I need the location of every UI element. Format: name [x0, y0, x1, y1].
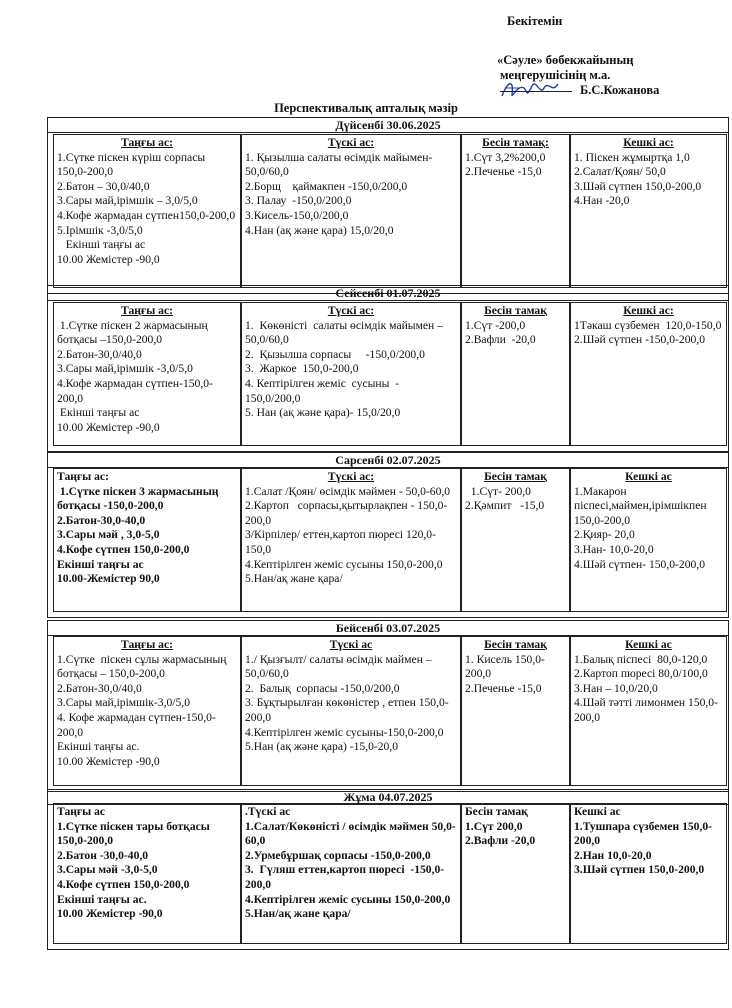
menu-item: 2.Батон – 30,0/40,0	[57, 179, 150, 193]
meal-heading: Түскі ас:	[327, 304, 375, 317]
menu-item: 2.Шәй сүтпен -150,0-200,0	[574, 333, 705, 347]
menu-item: 1./ Қызғылт/ салаты өсімдік маймен – 50,0/60,0	[245, 652, 435, 681]
menu-item: 2.Қияр- 20,0	[574, 528, 635, 542]
menu-item: 2.Картоп пюресі 80,0/100,0	[574, 667, 708, 681]
menu-item: 1.Сүт 3,2%200,0	[465, 150, 546, 164]
meal-heading: Бесін тамақ:	[482, 136, 549, 149]
meal-cell-breakfast	[53, 302, 241, 446]
menu-item: 4.Шәй сүтпен- 150,0-200,0	[574, 557, 705, 571]
menu-item: 1. Кисель 150,0-200,0	[465, 652, 545, 681]
day-header: Дүйсенбі 30.06.2025	[47, 117, 729, 133]
menu-item: 2. Қызылша сорпасы -150,0/200,0	[245, 347, 425, 361]
menu-item: Екінші таңғы ас	[57, 238, 146, 252]
menu-item: 4.Кептірілген жеміс сусыны-150,0-200,0	[245, 725, 444, 739]
menu-item: 1.Сүтке піскен 2 жармасының ботқасы –150,0-200,0	[57, 318, 211, 347]
menu-item: 3. Гүляш еттен,картоп пюресі -150,0-200,0	[245, 863, 445, 891]
meal-heading: Таңғы ас:	[121, 304, 173, 317]
meal-cell-dinner	[570, 636, 727, 786]
meal-heading: Таңғы ас	[57, 805, 106, 818]
menu-item: 2.Вафли -20,0	[465, 834, 536, 848]
menu-item: 10.00 Жемістер -90,0	[57, 252, 160, 266]
menu-item: 2.Батон-30,0-40,0	[57, 513, 146, 527]
menu-item: 1.Салат /Қоян/ өсімдік мәймен - 50,0-60,0	[245, 484, 451, 498]
meal-cell-snack	[461, 636, 570, 786]
meal-cell-lunch	[241, 468, 461, 612]
meal-heading: Бесін тамақ	[484, 304, 547, 317]
menu-item: 1.Сүтке піскен күріш сорпасы 150,0-200,0	[57, 150, 209, 179]
menu-item: 10.00 Жемістер -90,0	[57, 420, 160, 434]
meal-cell-lunch	[241, 803, 461, 944]
menu-item: 3.Сары мәй -3,0-5,0	[57, 863, 158, 877]
menu-item: 4.Кептірілген жеміс сусыны 150,0-200,0	[245, 557, 443, 571]
menu-item: 1.Макарон піспесі,маймен,ірімшікпен 150,0-200,0	[574, 484, 710, 527]
menu-item: 4.Кофе жармадан сүтпен-150,0-200,0	[57, 376, 213, 405]
menu-item: 2.Батон-30,0/40,0	[57, 681, 142, 695]
menu-item: 1. Қызылша салаты өсімдік майымен- 50,0/60,0	[245, 150, 436, 179]
menu-item: 2.Қәмпит -15,0	[465, 499, 545, 513]
menu-item: 4. Кептірілген жеміс сусыны - 150,0/200,0	[245, 376, 402, 405]
meal-cell-snack	[461, 134, 570, 288]
org-line-1: «Сәуле» бөбекжайының	[497, 53, 634, 67]
signature-line	[500, 91, 572, 92]
day-header: Сейсенбі 01.07.2025	[47, 285, 729, 301]
menu-item: 5. Нан (ақ және қара)- 15,0/20,0	[245, 406, 401, 420]
meal-cell-breakfast	[53, 803, 241, 944]
meal-cell-lunch	[241, 636, 461, 786]
menu-item: 3. Бұқтырылған көкөністер , етпен 150,0-200,0	[245, 696, 449, 724]
day-header: Бейсенбі 03.07.2025	[47, 620, 729, 636]
meal-cell-lunch	[241, 302, 461, 446]
menu-item: 1.Сүт 200,0	[465, 819, 523, 833]
menu-item: 5.Нан/ақ жане қара/	[245, 907, 351, 921]
menu-item: 3. Палау -150,0/200,0	[245, 194, 352, 208]
menu-item: 1Тәкаш сүзбемен 120,0-150,0	[574, 318, 722, 332]
menu-item: 2.Борщ қаймакпен -150,0/200,0	[245, 179, 408, 193]
meal-heading: Кешкі ас	[625, 470, 672, 483]
menu-item: 3.Нан- 10,0-20,0	[574, 542, 654, 556]
meal-cell-dinner	[570, 803, 727, 944]
menu-item: 1. Піскен жұмыртқа 1,0	[574, 150, 690, 164]
meal-cell-dinner	[570, 468, 727, 612]
menu-item: 1.Тушпара сүзбемен 150,0-200,0	[574, 819, 713, 848]
menu-item: 4.Нан -20,0	[574, 194, 630, 208]
day-header: Сарсенбі 02.07.2025	[47, 452, 729, 468]
menu-item: 10.00-Жемістер 90,0	[57, 572, 160, 586]
meal-cell-snack	[461, 468, 570, 612]
menu-item: 4.Кофе сүтпен 150,0-200,0	[57, 877, 190, 891]
org-line-2: меңгерушісінің м.а.	[500, 68, 611, 82]
meal-heading: Кешкі ас:	[623, 136, 674, 149]
menu-item: Екінші таңғы ас.	[57, 740, 140, 754]
meal-heading: Кешкі ас:	[623, 304, 674, 317]
meal-cell-breakfast	[53, 468, 241, 612]
menu-item: 2.Картоп сорпасы,қытырлақпен - 150,0-200,0	[245, 499, 448, 527]
menu-item: 2.Урмебұршақ сорпасы -150,0-200,0	[245, 848, 431, 862]
menu-item: 5.Нан/ақ жане қара/	[245, 572, 343, 586]
menu-item: 1.Сүтке піскен сұлы жармасының ботқасы – 150,0-200,0	[57, 652, 233, 681]
meal-cell-snack	[461, 302, 570, 446]
meal-heading: Бесін тамақ	[484, 470, 547, 483]
menu-item: 3.Кисель-150,0/200,0	[245, 208, 349, 222]
menu-item: 5.Ірімшік -3,0/5,0	[57, 223, 143, 237]
menu-item: 4. Кофе жармадан сүтпен-150,0-200,0	[57, 710, 216, 739]
meal-heading: Түскі ас:	[327, 136, 375, 149]
menu-item: 1.Салат/Көкөністі / өсімдік мәймен 50,0-60,0	[245, 819, 456, 848]
menu-item: 2.Печенье -15,0	[465, 165, 542, 179]
meal-cell-dinner	[570, 134, 727, 288]
menu-item: 1. Көкөністі салаты өсімдік майымен – 50,0/60,0	[245, 318, 446, 347]
menu-item: 10.00 Жемістер -90,0	[57, 754, 160, 768]
menu-item: 1.Сүт- 200,0	[465, 484, 531, 498]
head-name: Б.С.Кожанова	[580, 83, 660, 97]
meal-cell-lunch	[241, 134, 461, 288]
menu-item: 4.Нан (ақ және қара) 15,0/20,0	[245, 223, 394, 237]
menu-item: 10.00 Жемістер -90,0	[57, 907, 163, 921]
menu-item: 2.Вафли -20,0	[465, 333, 536, 347]
menu-item: 2. Балық сорпасы -150,0/200,0	[245, 681, 400, 695]
menu-item: 2.Нан 10,0-20,0	[574, 848, 652, 862]
menu-item: Екінші таңғы ас	[57, 557, 144, 571]
menu-item: 1.Сүтке піскен 3 жармасының ботқасы -150,0-200,0	[57, 484, 222, 513]
menu-item: 4.Шәй тәтті лимонмен 150,0-200,0	[574, 696, 718, 724]
menu-item: 1.Сүт -200,0	[465, 318, 526, 332]
page-title: Перспективалық апталық мәзір	[274, 101, 458, 115]
meal-heading: Бесін тамақ	[465, 805, 528, 818]
meal-heading: Кешкі ас	[625, 638, 672, 651]
menu-item: 2.Салат/Қоян/ 50,0	[574, 165, 666, 179]
signature-image	[498, 74, 562, 104]
menu-item: 4.Кофе жармадан сүтпен150,0-200,0	[57, 208, 236, 222]
meal-heading: Таңғы ас:	[121, 136, 173, 149]
menu-item: 1.Сүтке піскен тары ботқасы 150,0-200,0	[57, 819, 213, 848]
meal-cell-dinner	[570, 302, 727, 446]
menu-item: Екінші таңғы ас	[57, 406, 140, 420]
menu-item: 3.Нан – 10,0/20,0	[574, 681, 658, 695]
menu-item: 3.Сары май,ірімшік -3,0/5,0	[57, 362, 193, 376]
menu-item: 3.Сары мәй , 3,0-5,0	[57, 528, 160, 542]
menu-item: 3.Шәй сүтпен 150,0-200,0	[574, 863, 705, 877]
menu-item: 2.Печенье -15,0	[465, 681, 542, 695]
menu-item: 4.Кептірілген жеміс сусыны 150,0-200,0	[245, 892, 451, 906]
meal-heading: Бесін тамақ	[484, 638, 547, 651]
menu-item: 2.Батон -30,0-40,0	[57, 848, 149, 862]
meal-heading: Таңғы ас:	[57, 470, 109, 483]
menu-item: 3.Шәй сүтпен 150,0-200,0	[574, 179, 702, 193]
meal-heading: Түскі ас	[329, 638, 373, 651]
menu-item: 3. Жаркое 150,0-200,0	[245, 362, 359, 376]
menu-item: 4.Кофе сүтпен 150,0-200,0	[57, 542, 190, 556]
menu-item: Екінші таңғы ас.	[57, 892, 147, 906]
menu-item: 3.Сары май,ірімшік-3,0/5,0	[57, 696, 190, 710]
meal-cell-snack	[461, 803, 570, 944]
meal-cell-breakfast	[53, 636, 241, 786]
meal-cell-breakfast	[53, 134, 241, 288]
approval-label: Бекітемін	[507, 14, 563, 28]
menu-item: 5.Нан (ақ және қара) -15,0-20,0	[245, 740, 399, 754]
meal-heading: Таңғы ас:	[121, 638, 173, 651]
menu-item: 2.Батон-30,0/40,0	[57, 347, 142, 361]
day-header: Жұма 04.07.2025	[47, 789, 729, 805]
menu-item: 3.Сары май,ірімшік – 3,0/5,0	[57, 194, 198, 208]
menu-item: 1.Балық піспесі 80,0-120,0	[574, 652, 708, 666]
meal-heading: Кешкі ас	[574, 805, 621, 818]
meal-heading: .Түскі ас	[245, 805, 291, 818]
meal-heading: Түскі ас:	[327, 470, 375, 483]
menu-item: 3/Кірпілер/ еттен,картоп пюресі 120,0-150,0	[245, 528, 436, 556]
